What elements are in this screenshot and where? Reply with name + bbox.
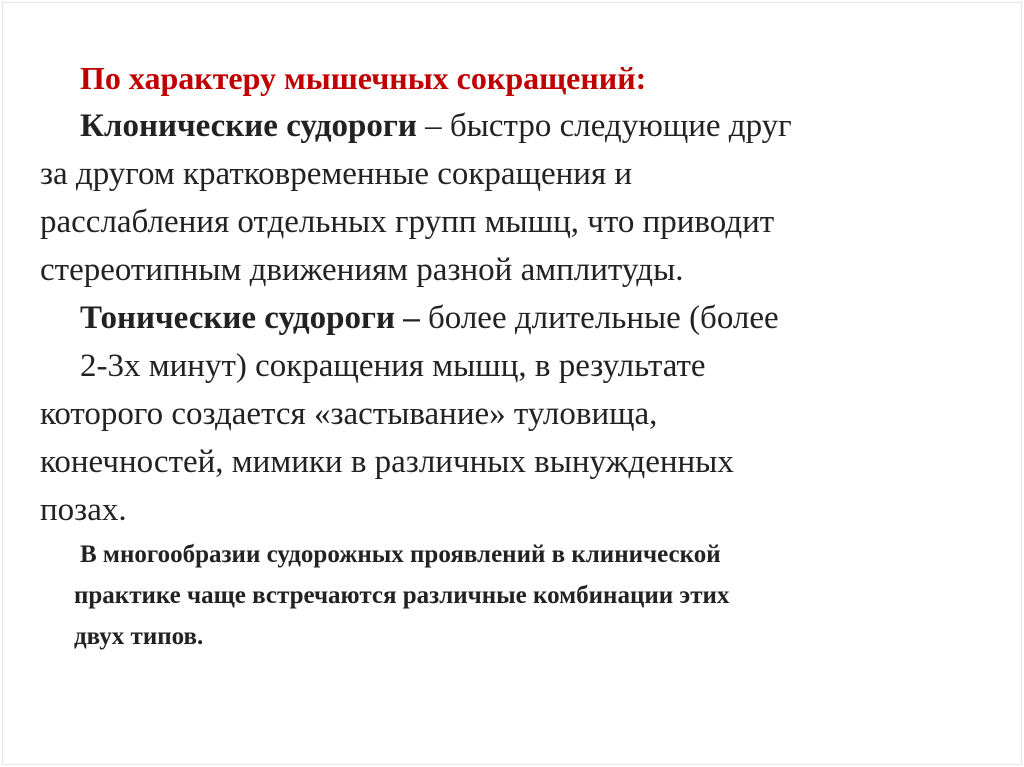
clonic-line-2: за другом кратковременные сокращения и <box>40 156 633 192</box>
tonic-line-5: позах. <box>40 492 127 528</box>
note-line-2: практике чаще встречаются различные комбинации этих <box>74 582 730 609</box>
clonic-line-1 <box>80 102 792 150</box>
clonic-line-4: стереотипным движениям разной амплитуды. <box>40 252 684 288</box>
note-line-3: двух типов. <box>74 623 204 650</box>
tonic-line-1 <box>80 294 779 342</box>
note-line-1: В многообразии судорожных проявлений в клинической <box>80 541 721 568</box>
clonic-line-1-text: – быстро следующие друг <box>416 108 792 144</box>
clonic-term: Клонические судороги <box>80 108 417 144</box>
tonic-line-4: конечностей, мимики в различных вынужденных <box>40 444 734 480</box>
tonic-line-3: которого создается «застывание» туловища, <box>40 396 658 432</box>
tonic-term: Тонические судороги – <box>80 300 420 336</box>
tonic-line-1-text: более длительные (более <box>419 300 779 336</box>
clonic-line-3: расслабления отдельных групп мышц, что приводит <box>40 204 775 240</box>
tonic-line-2: 2-3х минут) сокращения мышц, в результате <box>80 348 706 384</box>
slide-heading: По характеру мышечных сокращений: <box>80 60 647 96</box>
